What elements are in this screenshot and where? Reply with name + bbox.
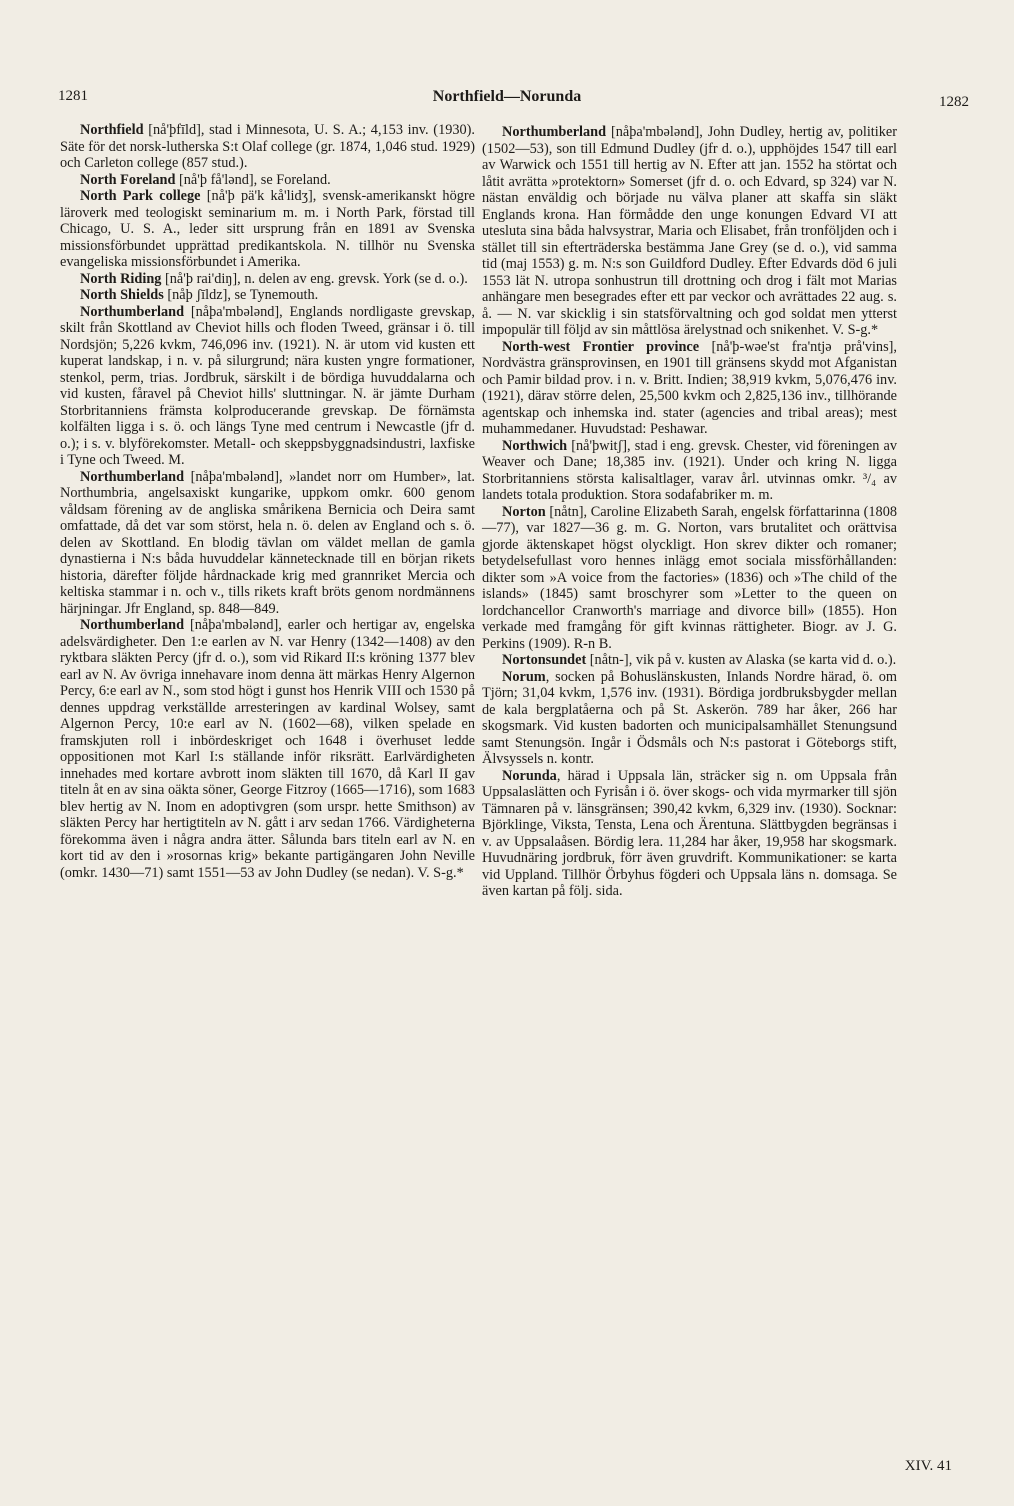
entry-norton — [482, 504, 897, 653]
entry-headword: North Shields — [80, 287, 164, 303]
entry-northfield — [60, 122, 475, 172]
entry-text: [nåþa'mbələnd], Englands nordligaste grevskap, skilt från Skottland av Cheviot hills och floden Tweed, gränsar i ö. till Nordsjön; 5,226 kvkm, 746,096 inv. (1921). N. är utom vid kusten ett kuperat landskap, i n. v. på silurgrund; nära kusten yngre formationer, stenkol, perm, trias. Jordbruk, särskilt i de bördiga huvuddalarna och vid kusten, fåravel på Cheviot hills' sluttningar. N. är jämte Durham Storbritanniens främsta kolproducerande grevskap. De förnämsta kolfälten ligga i s. ö. och längs Tyne med centrum i Newcastle (jfr d. o.); i s. v. blyförekomster. Metall- och skeppsbyggnadsindustri, laxfiske i Tyne och Tweed. M. — [60, 303, 475, 468]
right-column — [482, 124, 897, 900]
entry-north-foreland — [60, 172, 475, 189]
entry-headword: Nortonsundet — [502, 652, 587, 668]
entry-norunda — [482, 768, 897, 900]
entry-northwich — [482, 438, 897, 504]
entry-north-west-frontier — [482, 339, 897, 438]
entry-headword: Norton — [502, 503, 546, 520]
entry-text: [nå'þ få'lənd], se Foreland. — [175, 171, 331, 188]
left-column — [60, 122, 475, 881]
entry-headword: Northumberland — [502, 124, 607, 140]
entry-north-shields — [60, 287, 475, 304]
running-title: Northfield—Norunda — [432, 88, 582, 105]
entry-headword: Northfield — [80, 122, 144, 138]
entry-text: [nåtn], Caroline Elizabeth Sarah, engelsk författarinna (1808—77), var 1827—36 g. m. G. Norton, vars brutalitet och orättvisa gjorde äktenskapet högst olyckligt. Hon skrev dikter och romaner; betydelsefullast voro hennes inlägg emot sociala missförhållanden: dikter som »A voice from the factories» (1836) och »The child of the islands» (1845) samt broschyrer som »Letter to the queen on lordchancellor Cranworth's marriage and divorce bill» (1855). Hon verkade med framgång för gift kvinnas rättigheter. Biogr. av J. G. Perkins (1909). R-n B. — [482, 503, 897, 652]
entry-text: [nå'þwitʃ], stad i eng. grevsk. Chester, vid föreningen av Weaver och Dane; 18,385 inv. (1921). Under och kring N. ligga Storbritanniens största kalisaltlager, varav årl. utvinnas omkr. ³/₄ av landets totala produktion. Stora sodafabriker m. m. — [482, 437, 897, 503]
entry-northumberland-kingdom — [60, 469, 475, 618]
entry-headword: Northumberland — [80, 617, 185, 633]
entry-headword: North Riding — [80, 270, 162, 287]
entry-northumberland-dudley — [482, 124, 897, 339]
entry-headword: Northumberland — [80, 468, 185, 485]
entry-text: [nåþ ʃīldz], se Tynemouth. — [163, 287, 319, 303]
entry-north-riding — [60, 271, 475, 288]
entry-text: [nå'þ pä'k kå'lidʒ], svensk-amerikanskt högre läroverk med teologiskt seminarium m. m. i North Park, förstad till Chicago, U. S. A., leder sitt ursprung från en 1891 av Svenska missionsförbundet upprättad predikantskola. N. tillhör nu Svenska evangeliska missionsförbundet i Amerika. — [60, 188, 475, 270]
entry-headword: North Foreland — [80, 171, 176, 188]
entry-text: [nå'þ-wəe'st fra'ntjə prå'vins], Nordvästra gränsprovinsen, en 1901 till gränsens skydd mot Afganistan och Pamir bildad prov. i n. v. Britt. Indien; 38,919 kvkm, 5,076,476 inv. (1921), därav större delen, 25,500 kvkm och 2,825,136 inv., tillhörande agentskap och inhemska ind. stater (agencies and tribal areas); mest muhammedaner. Huvudstad: Peshawar. — [482, 338, 897, 437]
entry-northumberland-county — [60, 304, 475, 469]
entry-headword: Northumberland — [80, 303, 185, 320]
entry-headword: Norum — [502, 668, 546, 685]
entry-text: , socken på Bohuslänskusten, Inlands Nordre härad, ö. om Tjörn; 31,04 kvkm, 1,576 inv. (1931). Bördiga jordbruksbygder mellan de kala bergplatåerna och på St. Askerön. 789 har åker, 266 har skogsmark. Vid kusten badorten och municipalsamhället Stenungsund samt Stenungsön. Ingår i Ödsmåls och N:s pastorat i Göteborgs stift, Älvsyssels n. kontr. — [482, 668, 897, 767]
entry-text: , härad i Uppsala län, sträcker sig n. om Uppsala från Uppsalaslätten och Fyrisån i ö. över skogs- och vida myrmarker till sjön Tämnaren på v. länsgränsen; 390,42 kvkm, 6,329 inv. (1930). Socknar: Björklinge, Viksta, Tensta, Lena och Ärentuna. Slättbygden begränsas i v. av Uppsalaåsen. Bördig lera. 11,284 har åker, 19,958 har skogsmark. Huvudnäring jordbruk, förr även gruvdrift. Kommunikationer: se karta vid Uppland. Tillhör Örbyhus fögderi och Uppsala läns n. domsaga. Se även kartan på följ. sida. — [482, 767, 897, 899]
entry-northumberland-earls — [60, 617, 475, 881]
entry-north-park-college — [60, 188, 475, 271]
page-number-left: 1281 — [58, 88, 88, 104]
entry-text: [nå'þ rai'diŋ], n. delen av eng. grevsk. York (se d. o.). — [161, 270, 468, 287]
entry-text: [nåþa'mbələnd], John Dudley, hertig av, politiker (1502—53), son till Edmund Dudley (jfr d. o.), upphöjdes 1547 till earl av Warwick och 1551 till hertig av N. Efter att jan. 1552 ha störtat och låtit avrätta »protektorn» Somerset (jfr d. o. och Edvard, sp 324) var N. nästan enväldig och började nu välva planer att skaffa sin släkt Englands krona. Han förmådde den unge konungen Edvard VI att utesluta sina båda halvsystrar, Maria och Elisabet, från tronföljden och i stället till sin efterträderska bestämma Jane Grey (se d. o.), vid samma tid (maj 1553) g. m. N:s son Guildford Dudley. Efter Edvards död 6 juli 1553 lät N. utropa sonhustrun till drottning och drog i fält mot Marias anhängare men besegrades efter ett par veckor och avrättades 22 aug. s. å. — N. var skicklig i sin statsförvaltning och god soldat men ytterst impopulär till följd av sin måttlösa ärelystnad och snikenhet. V. S-g.* — [482, 124, 897, 338]
entry-headword: Northwich — [502, 437, 568, 454]
entry-text: [nåtn-], vik på v. kusten av Alaska (se karta vid d. o.). — [586, 652, 897, 668]
entry-nortonsundet — [482, 652, 897, 669]
entry-headword: North Park college — [80, 188, 201, 204]
entry-text: [nå'þfīld], stad i Minnesota, U. S. A.; 4,153 inv. (1930). Säte för det norsk-lutherska S:t Olaf college (gr. 1874, 1,046 stud. 1929) och Carleton college (857 stud.). — [60, 122, 475, 171]
entry-norum — [482, 669, 897, 768]
entry-headword: Norunda — [502, 767, 557, 784]
entry-text: [nåþa'mbələnd], earler och hertigar av, engelska adelsvärdigheter. Den 1:e earlen av N. var Henry (1342—1408) av den ryktbara släkten Percy (jfr d. o.), som vid Rikard II:s kröning 1377 blev earl av N. Av övriga innehavare inom denna ätt märkas Henry Algernon Percy, 6:e earl av N., som stod högt i gunst hos Henrik VIII och 1530 på dennes uppdrag verkställde arresteringen av kardinal Wolsey, samt Algernon Percy, 10:e earl av N. (1602—68), vilken spelade en framskjuten roll i inbördeskriget och 1648 i överhuset ledde oppositionen mot Karl I:s ställande inför riksrätt. Earlvärdigheten innehades med kortare avbrott inom släkten till 1670, då Karl II gav titeln åt en av sina oäkta söner, George Fitzroy (1665—1716), som 1683 blev hertig av N. Inom en adoptivgren (som urspr. hette Smithson) av släkten Percy har hertigtiteln av N. gått i arv sedan 1766. Värdigheterna förekomma även i några andra ätter. Sålunda bars titeln earl av N. en kort tid av den i »rosornas krig» bekante partigängaren John Neville (omkr. 1430—71) samt 1551—53 av John Dudley (se nedan). V. S-g.* — [60, 617, 475, 881]
entry-headword: North-west Frontier province — [502, 338, 700, 355]
entry-text: [nåþa'mbələnd], »landet norr om Humber», lat. Northumbria, angelsaxiskt kungarike, uppkom omkr. 600 genom våldsam förening av de angliska smårikena Bernicia och Deira samt omfattade, då det var som störst, hela n. ö. delen av England och s. ö. delen av Skottland. En blodig tävlan om väldet mellan de gamla dynastierna i N:s båda huvuddelar kännetecknade till en början rikets historia, därefter följde hårdnackade krig med grannriket Mercia och keltiska stammar i n. och v., tills rikets kraft bröts genom nordmännens härjningar. Jfr England, sp. 848—849. — [60, 468, 475, 617]
signature-mark: XIV. 41 — [904, 1458, 952, 1474]
page-number-right: 1282 — [939, 94, 969, 110]
